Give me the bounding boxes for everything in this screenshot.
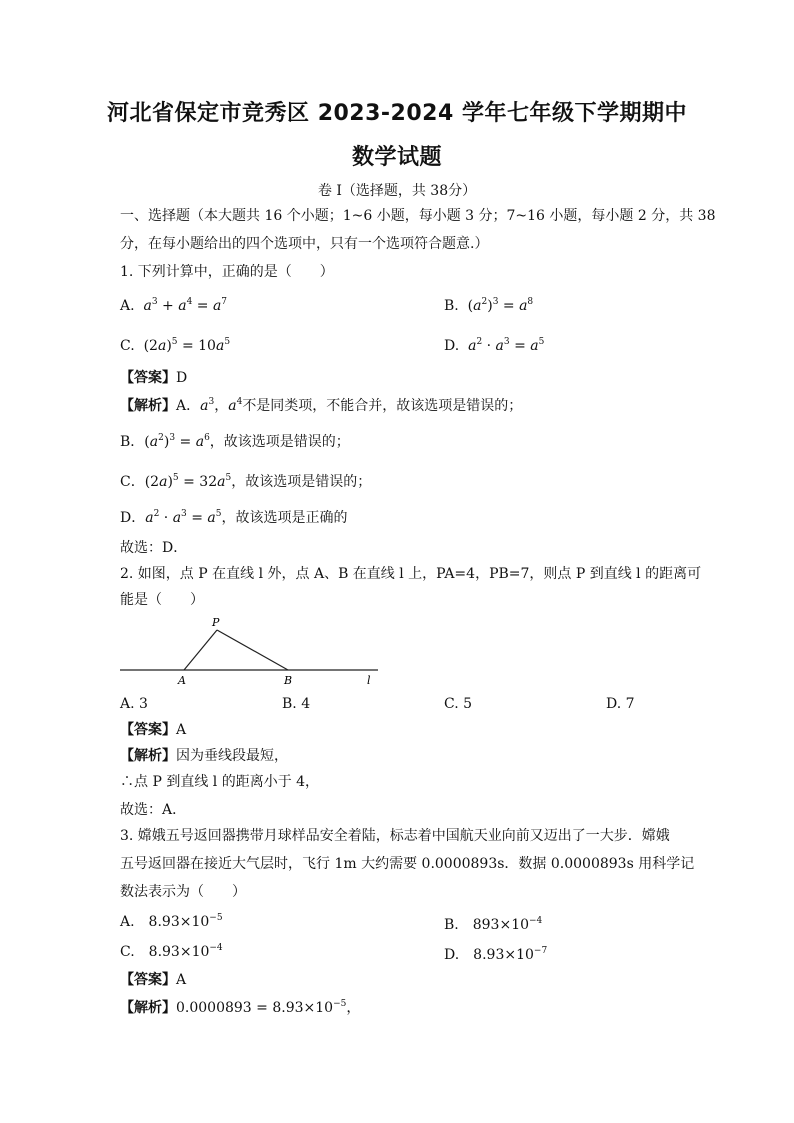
expl-exponent: −5: [333, 999, 347, 1009]
option-letter: A.: [120, 298, 135, 314]
point-p-label: P: [212, 616, 220, 629]
q1-option-c: C. $(2a)^5 = 10a^5$: [120, 337, 231, 354]
q1-option-b: B. $(a^2)^3 = a^8$: [444, 297, 534, 314]
expl-prefix: A．: [176, 398, 201, 414]
expl-end: ，: [346, 1000, 361, 1016]
expl-text: ，故该选项是错误的；: [209, 434, 350, 450]
answer-tag: 【答案】: [120, 370, 176, 386]
q3-answer: [120, 972, 186, 989]
q2-option-d: D. 7: [606, 696, 635, 712]
q1-explanation-c: C．$(2a)^5 = 32a^5$，故该选项是错误的；: [120, 473, 372, 490]
explanation-tag: 【解析】: [120, 748, 176, 764]
volume-heading: 卷 I（选择题，共 38分）: [317, 183, 477, 199]
point-a-label: A: [178, 674, 186, 687]
document-subtitle: 数学试题: [351, 145, 442, 170]
point-b-label: B: [284, 674, 293, 687]
q3-option-d: [444, 944, 547, 964]
option-text: A. 8.93×10: [120, 914, 210, 930]
option-exponent: −4: [209, 943, 223, 953]
option-exponent: −4: [529, 916, 543, 926]
option-letter: D.: [444, 338, 460, 354]
q2-stem-cont: 能是（ ）: [120, 592, 204, 608]
q2-explanation-cont: ∴点 P 到直线 l 的距离小于 4，: [120, 774, 320, 790]
explanation-tag: 【解析】: [120, 398, 176, 414]
expl-text: ，故该选项是正确的: [221, 510, 348, 526]
document-title: 河北省保定市竞秀区 2023-2024 学年七年级下学期期中: [107, 101, 687, 126]
q3-stem-cont2: 数法表示为（ ）: [120, 884, 246, 900]
q3-explanation: [120, 1000, 360, 1017]
option-text: B. 893×10: [444, 917, 530, 933]
q3-option-c: [120, 944, 223, 961]
q1-option-a: A. $a^3 + a^4 = a^7$: [120, 297, 228, 314]
q1-choice: 故选：D．: [120, 540, 188, 556]
q1-explanation-a: 【解析】A．$a^3$，$a^4$不是同类项，不能合并，故该选项是错误的；: [120, 397, 523, 414]
answer-tag: 【答案】: [120, 722, 176, 738]
q2-explanation: [120, 748, 288, 765]
q3-option-a: [120, 914, 223, 931]
q3-stem: 3. 嫦娥五号返回器携带月球样品安全着陆，标志着中国航天业向前又迈出了一大步．嫦娥: [120, 828, 670, 844]
section-instruction: 一、选择题（本大题共 16 个小题；1~6 小题，每小题 3 分；7~16 小题，每小题 2 分，共 38: [120, 208, 716, 224]
option-text: D. 8.93×10: [444, 947, 534, 963]
option-exponent: −5: [209, 913, 223, 923]
q3-option-b: [444, 914, 542, 934]
line-l-label: l: [367, 674, 371, 687]
expl-prefix: C．: [120, 474, 145, 490]
answer-value: A: [176, 972, 187, 988]
q1-stem: 1. 下列计算中，正确的是（ ）: [120, 264, 334, 280]
q1-explanation-b: B．$(a^2)^3 = a^6$，故该选项是错误的；: [120, 433, 350, 450]
option-letter: C.: [120, 338, 135, 354]
option-letter: B.: [444, 298, 459, 314]
q1-explanation-d: D．$a^2 \cdot a^3 = a^5$，故该选项是正确的: [120, 509, 348, 526]
q2-choice: 故选：A．: [120, 802, 187, 818]
section-instruction-cont: 分，在每小题给出的四个选项中，只有一个选项符合题意.）: [120, 236, 489, 252]
q2-option-b: B. 4: [282, 696, 311, 712]
explanation-tag: 【解析】: [120, 1000, 176, 1016]
expl-text: ，故该选项是错误的；: [231, 474, 372, 490]
segment-pa: [184, 630, 217, 670]
q2-stem: 2. 如图，点 P 在直线 l 外，点 A、B 在直线 l 上，PA=4，PB=7，则点 P 到直线 l 的距离可: [120, 566, 702, 582]
q2-answer: [120, 722, 186, 739]
expl-text: 不是同类项，不能合并，故该选项是错误的；: [242, 398, 523, 414]
expl-text: 0.0000893 = 8.93×10: [176, 1000, 334, 1016]
option-exponent: −7: [533, 946, 548, 956]
expl-prefix: D．: [120, 510, 146, 526]
option-text: C. 8.93×10: [120, 944, 210, 960]
q2-option-a: A. 3: [120, 696, 148, 712]
answer-tag: 【答案】: [120, 972, 176, 988]
q2-option-c: C. 5: [444, 696, 473, 712]
q3-stem-cont1: 五号返回器在接近大气层时，飞行 1m 大约需要 0.0000893s．数据 0.0000893s 用科学记: [120, 856, 695, 872]
geometry-figure: [116, 612, 386, 688]
segment-pb: [217, 630, 288, 670]
expl-text: 因为垂线段最短，: [176, 748, 288, 764]
answer-value: A: [176, 722, 187, 738]
q1-answer: [120, 370, 187, 387]
answer-value: D: [176, 370, 188, 386]
q1-option-d: D. $a^2 \cdot a^3 = a^5$: [444, 337, 545, 354]
expl-prefix: B．: [120, 434, 145, 450]
